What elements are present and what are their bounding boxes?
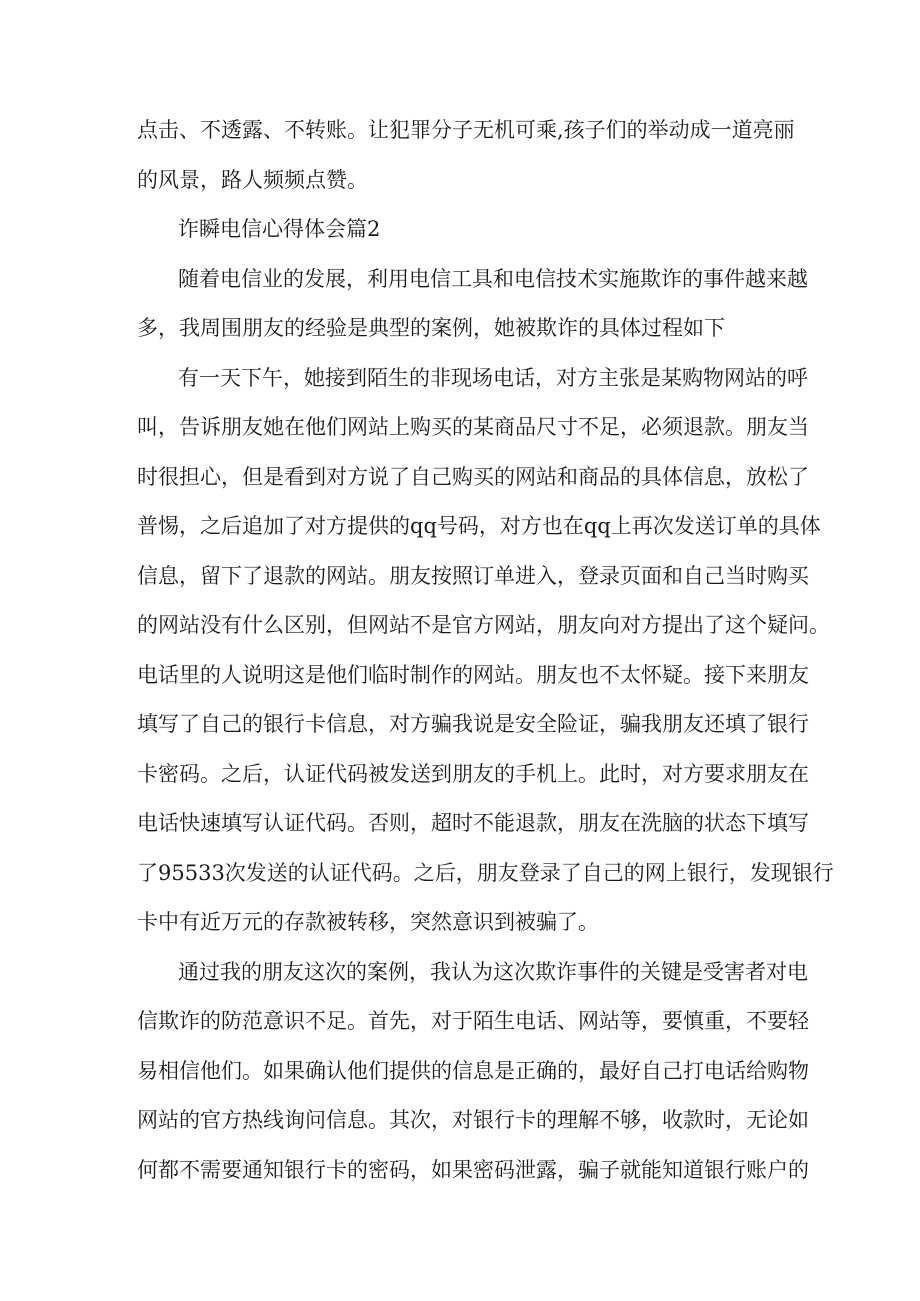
text-line: 网站的官方热线询问信息。其次，对银行卡的理解不够，收款时，无论如	[137, 1108, 809, 1132]
text-line: 随着电信业的发展，利用电信工具和电信技术实施欺诈的事件越来越	[178, 267, 808, 291]
text-line: 了95533次发送的认证代码。之后，朋友登录了自己的网上银行，发现银行	[137, 861, 834, 885]
text-line: 电话快速填写认证代码。否则，超时不能退款，朋友在洗脑的状态下填写	[137, 811, 809, 835]
text-line: 时很担心，但是看到对方说了自己购买的网站和商品的具体信息，放松了	[137, 465, 809, 489]
text-line: 的风景，路人频频点赞。	[137, 168, 368, 192]
text-line: 的网站没有什么区别，但网站不是官方网站，朋友向对方提出了这个疑问。	[137, 613, 830, 637]
text-line: 有一天下午，她接到陌生的非现场电话，对方主张是某购物网站的呼	[178, 366, 808, 390]
text-line: 卡密码。之后，认证代码被发送到朋友的手机上。此时，对方要求朋友在	[137, 762, 809, 786]
text-line: 通过我的朋友这次的案例，我认为这次欺诈事件的关键是受害者对电	[178, 960, 808, 984]
text-line: 电话里的人说明这是他们临时制作的网站。朋友也不太怀疑。接下来朋友	[137, 663, 809, 687]
text-line: 信欺诈的防范意识不足。首先，对于陌生电话、网站等，要慎重，不要轻	[137, 1009, 809, 1033]
text-line: 易相信他们。如果确认他们提供的信息是正确的，最好自己打电话给购物	[137, 1059, 809, 1083]
text-line: 多，我周围朋友的经验是典型的案例，她被欺诈的具体过程如下	[137, 316, 725, 340]
text-line: 填写了自己的银行卡信息，对方骗我说是安全险证，骗我朋友还填了银行	[137, 712, 809, 736]
text-line: 点击、不透露、不转账。让犯罪分子无机可乘,孩子们的举动成一道亮丽	[137, 118, 795, 142]
text-line: 普惕，之后追加了对方提供的qq号码，对方也在qq上再次发送订单的具体	[137, 514, 821, 538]
text-line: 卡中有近万元的存款被转移，突然意识到被骗了。	[137, 910, 599, 934]
section-heading: 诈瞬电信心得体会篇2	[178, 217, 381, 241]
text-line: 何都不需要通知银行卡的密码，如果密码泄露，骗子就能知道银行账户的	[137, 1158, 809, 1182]
text-line: 叫，告诉朋友她在他们网站上购买的某商品尺寸不足，必须退款。朋友当	[137, 415, 809, 439]
text-line: 信息，留下了退款的网站。朋友按照订单进入，登录页面和自己当时购买	[137, 564, 809, 588]
